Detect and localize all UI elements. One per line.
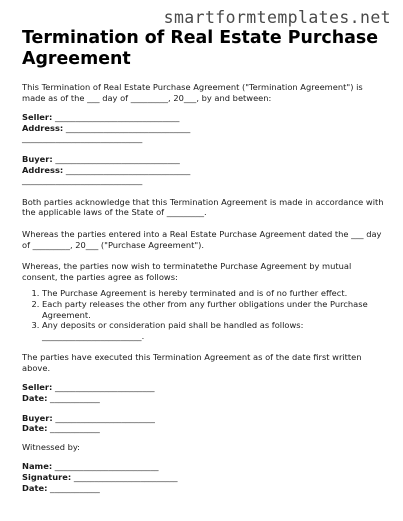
seller-date-field[interactable] — [22, 393, 386, 404]
buyer-address-field[interactable] — [22, 165, 386, 176]
seller-address-continued[interactable]: _____________________________ — [22, 133, 143, 144]
witness-name-label: Name: — [22, 461, 53, 472]
witness-signature-blank: _________________________ — [71, 472, 178, 483]
seller-address-label: Address: — [22, 122, 64, 133]
buyer-signature-block — [22, 413, 386, 434]
term-item: 1. The Purchase Agreement is hereby terminated and is of no further effect. — [42, 288, 386, 299]
buyer-address-continued[interactable]: _____________________________ — [22, 175, 143, 186]
buyer-signature-field[interactable] — [22, 413, 386, 424]
witness-date-label: Date: — [22, 482, 48, 493]
buyer-date-field[interactable] — [22, 423, 386, 434]
seller-info-block — [22, 112, 386, 144]
site-watermark: smartformtemplates.net — [163, 8, 391, 27]
seller-signature-block — [22, 382, 386, 403]
seller-address-blank: ______________________________ — [63, 122, 191, 133]
governing-law-paragraph: Both parties acknowledge that this Termination Agreement is made in accordance with the applicable laws of the State of _________. — [22, 196, 384, 218]
seller-signature-blank: ________________________ — [52, 382, 155, 393]
witness-name-field[interactable] — [22, 461, 386, 472]
seller-label: Seller: — [22, 112, 53, 123]
witness-signature-field[interactable] — [22, 472, 386, 483]
seller-signature-label: Seller: — [22, 382, 53, 393]
buyer-signature-blank: ________________________ — [52, 412, 155, 423]
whereas-paragraph-2: Whereas, the parties now wish to terminatethe Purchase Agreement by mutual consent, the parties agree as follows: — [22, 261, 352, 282]
seller-field[interactable] — [22, 112, 386, 123]
document-page — [22, 28, 386, 493]
witness-block — [22, 461, 386, 493]
document-title: Termination of Real Estate Purchase Agreement — [22, 28, 378, 69]
buyer-date-blank: ____________ — [47, 423, 100, 434]
buyer-label: Buyer: — [22, 153, 53, 164]
seller-blank: ______________________________ — [52, 112, 180, 123]
buyer-address-blank: ______________________________ — [63, 164, 191, 175]
witness-date-field[interactable] — [22, 483, 386, 494]
buyer-blank: ______________________________ — [52, 153, 180, 164]
term-item: 3. Any deposits or consideration paid shall be handled as follows: ________________________. — [42, 320, 386, 341]
buyer-address-label: Address: — [22, 164, 64, 175]
term-item: 2. Each party releases the other from any further obligations under the Purchase Agreement. — [42, 299, 386, 320]
terms-list — [22, 288, 386, 341]
witness-heading: Witnessed by: — [22, 441, 80, 452]
execution-paragraph: The parties have executed this Termination Agreement as of the date first written above. — [22, 352, 362, 373]
witness-name-blank: _________________________ — [52, 461, 159, 472]
seller-date-label: Date: — [22, 393, 48, 404]
seller-address-field[interactable] — [22, 123, 386, 134]
whereas-paragraph-1: Whereas the parties entered into a Real Estate Purchase Agreement dated the ___ day of _________, 20___ ("Purchase Agreement"). — [22, 228, 382, 250]
seller-signature-field[interactable] — [22, 382, 386, 393]
buyer-signature-label: Buyer: — [22, 412, 53, 423]
buyer-field[interactable] — [22, 154, 386, 165]
buyer-date-label: Date: — [22, 423, 48, 434]
seller-date-blank: ____________ — [47, 393, 100, 404]
buyer-info-block — [22, 154, 386, 186]
intro-paragraph: This Termination of Real Estate Purchase Agreement ("Termination Agreement") is made as of the ___ day of _________, 20___, by and between: — [22, 82, 363, 103]
witness-date-blank: ____________ — [47, 482, 100, 493]
witness-signature-label: Signature: — [22, 472, 72, 483]
